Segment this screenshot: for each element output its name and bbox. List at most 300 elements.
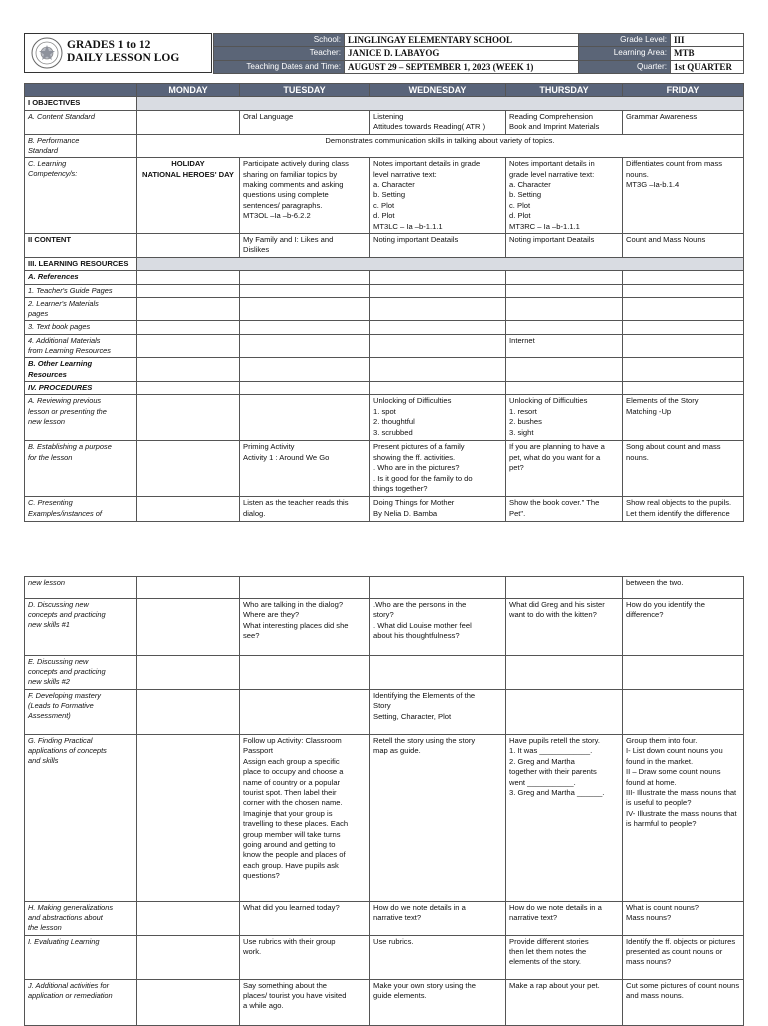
cell-line: presented as count nouns or [626, 947, 723, 957]
performance-standard-row [25, 134, 744, 157]
cell: Internet [506, 334, 623, 357]
empty-cell [137, 441, 240, 497]
cell-line: difference? [626, 610, 664, 620]
competency-row [25, 158, 744, 234]
empty-cell [137, 690, 240, 735]
cell-line: (Leads to Formative [28, 701, 94, 711]
cell-line: MT3OL –Ia –b-6.2.2 [243, 211, 311, 221]
cell-line: C. Learning [28, 159, 67, 169]
cell-line: 2. bushes [509, 417, 542, 427]
cell-line: .Who are the persons in the [373, 600, 467, 609]
generalization-row [25, 902, 744, 936]
cell [370, 111, 506, 135]
cell [370, 395, 506, 441]
cell: Count and Mass Nouns [623, 234, 744, 258]
cell-line: F. Developing mastery [28, 691, 101, 700]
holiday-cell [137, 158, 240, 234]
empty-cell [506, 690, 623, 735]
info-table [213, 33, 744, 74]
evaluating-row [25, 935, 744, 979]
cell [506, 935, 623, 979]
cell-line: IV- Illustrate the mass nouns that [626, 808, 737, 818]
other-resources-label [25, 358, 137, 382]
grade-label: Grade Level: [579, 34, 671, 47]
cell-line: the lesson [28, 923, 62, 933]
empty-cell [137, 497, 240, 522]
empty-cell [137, 577, 240, 599]
cell: between the two. [623, 577, 744, 599]
cell [240, 441, 370, 497]
empty-cell [240, 656, 370, 690]
empty-cell [370, 321, 506, 334]
cell-line: How do we note details in a [373, 903, 466, 912]
cell-line: went ___________. [509, 777, 576, 787]
cell-line: story? [373, 610, 394, 620]
cell-line: Diffentiates count from mass [626, 159, 723, 169]
cell-line: Dislikes [243, 245, 270, 255]
cell-line: and mass nouns. [626, 991, 684, 1001]
empty-cell [623, 321, 744, 334]
cell [506, 441, 623, 497]
cell-line: for the lesson [28, 452, 73, 462]
cell-line: Priming Activity [243, 442, 295, 452]
empty-cell [240, 690, 370, 735]
cell-line: corner with the chosen name. [243, 798, 343, 808]
cell-line: group member will take turns [243, 829, 341, 839]
cell-line: level narrative text: [373, 169, 437, 179]
cell-line: 1. It was ____________. [509, 746, 593, 756]
cell [506, 902, 623, 936]
cell [240, 234, 370, 258]
cell-line: d. Plot [509, 211, 531, 221]
cell-line: D. Discussing new [28, 600, 89, 609]
cell-line: mass nouns? [626, 957, 672, 967]
cell-line: places/ tourist you have visited [243, 991, 347, 1001]
cell-line: want to do with the kitten? [509, 610, 597, 620]
cell-line: What did Greg and his sister [509, 600, 605, 609]
cell [623, 902, 744, 936]
empty-cell [370, 577, 506, 599]
cell-line: Notes important details in [509, 159, 595, 169]
cell-line: concepts and practicing [28, 667, 106, 677]
additional-row [25, 979, 744, 1025]
cell: Oral Language [240, 111, 370, 135]
cell-line: Assessment) [28, 711, 71, 721]
discussing2-label [25, 656, 137, 690]
cell-line: Cut some pictures of count nouns [626, 980, 740, 990]
deped-seal-icon [31, 37, 63, 69]
cell: What did you learned today? [240, 902, 370, 936]
empty-cell [137, 979, 240, 1025]
cell-line: Where are they? [243, 610, 300, 620]
empty-cell [506, 656, 623, 690]
cell-line: and abstractions about [28, 913, 103, 923]
cell: Noting important Deatails [506, 234, 623, 258]
resources-label: III. LEARNING RESOURCES [25, 258, 137, 271]
cell-line: name of country or a popular [243, 777, 341, 787]
cell-line: B. Establishing a purpose [28, 442, 112, 452]
cell-line: together with their parents [509, 767, 597, 777]
cell-line: Listening [373, 112, 404, 121]
cell-line: NATIONAL HEROES' DAY [142, 169, 234, 179]
cell-line: Book and Imprint Materials [509, 122, 600, 132]
cell-line: J. Additional activities for [28, 980, 110, 990]
school-value: LINGLINGAY ELEMENTARY SCHOOL [345, 34, 579, 47]
cell-line: Notes important details in grade [373, 159, 481, 169]
empty-cell [137, 321, 240, 334]
cell-line: . Who are in the pictures? [373, 463, 460, 473]
empty-cell [370, 271, 506, 284]
cell-line: b. Setting [509, 190, 542, 200]
cell-line: Who are talking in the dialog? [243, 600, 344, 609]
objectives-fill [137, 97, 744, 111]
cell [506, 158, 623, 234]
mastery-row [25, 690, 744, 735]
cell-line: know the people and places of [243, 850, 346, 860]
empty-cell [506, 358, 623, 382]
cell-line: is useful to people? [626, 798, 692, 808]
empty-cell [137, 381, 240, 394]
cell [506, 735, 623, 902]
cell: Use rubrics. [370, 935, 506, 979]
cell-line: things together? [373, 483, 428, 493]
empty-cell [137, 935, 240, 979]
area-label: Learning Area: [579, 47, 671, 60]
cell-line: questions using complete [243, 190, 329, 200]
discussing2-row [25, 656, 744, 690]
cell-line: each group. Have pupils ask [243, 860, 339, 870]
cell-line: Retell the story using the story [373, 736, 476, 745]
cell [370, 690, 506, 735]
other-resources-row [25, 358, 744, 382]
teacher-value: JANICE D. LABAYOG [345, 47, 579, 60]
cell: Grammar Awareness [623, 111, 744, 135]
cell [623, 158, 744, 234]
cell-line: Use rubrics with their group [243, 936, 336, 946]
cell-line: Matching -Up [626, 406, 672, 416]
performance-standard-label [25, 134, 137, 157]
cell-line: nouns. [626, 169, 649, 179]
dates-value: AUGUST 29 – SEPTEMBER 1, 2023 (WEEK 1) [345, 60, 579, 73]
empty-cell [506, 321, 623, 334]
content-label: II CONTENT [25, 234, 137, 258]
mastery-label [25, 690, 137, 735]
cell-line: 1. resort [509, 406, 537, 416]
day-friday: FRIDAY [623, 84, 744, 97]
cell-line: b. Setting [373, 190, 406, 200]
add-materials-label [25, 334, 137, 357]
empty-cell [240, 271, 370, 284]
cell-line: Pet". [509, 508, 526, 518]
cell-line: going around and getting to [243, 840, 336, 850]
cell-line: narrative text? [509, 913, 558, 923]
cell [506, 599, 623, 656]
discussing1-row [25, 599, 744, 656]
cell-line: 1. spot [373, 406, 396, 416]
cell [370, 441, 506, 497]
empty-cell [240, 334, 370, 357]
cell-line: tourist spot. Then label their [243, 788, 337, 798]
empty-cell [240, 321, 370, 334]
cell-line: Say something about the [243, 980, 328, 990]
cell [370, 735, 506, 902]
teacher-label: Teacher: [214, 47, 345, 60]
cell-line: What interesting places did she [243, 620, 349, 630]
empty-cell [240, 298, 370, 321]
objectives-row [25, 97, 744, 111]
practical-row [25, 735, 744, 902]
cell-line: . Is it good for the family to do [373, 473, 473, 483]
cell-line: By Nelia D. Bamba [373, 508, 438, 518]
empty-cell [623, 298, 744, 321]
cell-line: 2. Learner's Materials [28, 299, 99, 309]
cell [240, 158, 370, 234]
cell: Noting important Deatails [370, 234, 506, 258]
lesson-table-top [24, 83, 744, 522]
cell-line: Resources [28, 369, 67, 379]
lesson-log-header [24, 33, 743, 73]
content-standard-row [25, 111, 744, 135]
cell-line: then let them notes the [509, 947, 587, 957]
presenting-row [25, 497, 744, 522]
cell [370, 599, 506, 656]
cell-line: new skills #2 [28, 677, 70, 687]
tb-pages-row [25, 321, 744, 334]
tb-pages-label: 3. Text book pages [25, 321, 137, 334]
cell-line: making comments and asking [243, 180, 344, 190]
cell-line: d. Plot [373, 211, 395, 221]
cell-line: from Learning Resources [28, 345, 111, 355]
cell-line: III- Illustrate the mass nouns that [626, 788, 737, 798]
cell [623, 497, 744, 522]
cell-line: narrative text? [373, 913, 422, 923]
cell-line: Examples/instances of [28, 508, 102, 518]
cell-line: How do you identify the [626, 600, 705, 609]
day-monday: MONDAY [137, 84, 240, 97]
cell [370, 497, 506, 522]
empty-cell [506, 381, 623, 394]
lm-pages-row [25, 298, 744, 321]
cell [240, 979, 370, 1025]
empty-cell [623, 271, 744, 284]
cell-line: guide elements. [373, 991, 427, 1001]
cell-line: Doing Things for Mother [373, 498, 455, 508]
cell-line: 3. scrubbed [373, 427, 413, 437]
quarter-value: 1st QUARTER [671, 60, 744, 73]
empty-cell [370, 381, 506, 394]
cell-line: H. Making generalizations [28, 903, 114, 912]
empty-cell [137, 298, 240, 321]
cell-line: How do we note details in a [509, 903, 602, 912]
cell-line: pet? [509, 463, 524, 473]
cell-line: travelling to these places. Each [243, 819, 349, 829]
log-title [67, 39, 179, 65]
cell-line: a while ago. [243, 1001, 284, 1011]
quarter-label: Quarter: [579, 60, 671, 73]
cell-line: found in the market. [626, 756, 694, 766]
cell-line: Participate actively during class [243, 159, 349, 169]
cell-line: What is count nouns? [626, 903, 700, 912]
cell [240, 599, 370, 656]
cell-line: sentences/ paragraphs. [243, 200, 323, 210]
day-thursday: THURSDAY [506, 84, 623, 97]
cell-line: Standard [28, 146, 58, 156]
corner-cell [25, 84, 137, 97]
cell-line: II – Draw some count nouns [626, 767, 721, 777]
empty-cell [370, 656, 506, 690]
empty-cell [240, 381, 370, 394]
cell [623, 935, 744, 979]
cell [623, 735, 744, 902]
cell-line: Reading Comprehension [509, 112, 594, 121]
cell-line: Identifying the Elements of the [373, 691, 476, 700]
cell [623, 441, 744, 497]
cell-line: MT3LC – Ia –b-1.1.1 [373, 221, 443, 231]
dates-label: Teaching Dates and Time: [214, 60, 345, 73]
cell-line: B. Performance [28, 135, 80, 145]
resources-fill [137, 258, 744, 271]
empty-cell [137, 271, 240, 284]
cell [623, 979, 744, 1025]
cell-line: Have pupils retell the story. [509, 736, 601, 745]
cell-line: place to occupy and choose a [243, 767, 344, 777]
cell-line: elements of the story. [509, 957, 582, 967]
cell-line: questions? [243, 871, 280, 881]
empty-cell [623, 284, 744, 297]
cell-line: Show the book cover." The [509, 498, 600, 508]
day-tuesday: TUESDAY [240, 84, 370, 97]
purpose-label [25, 441, 137, 497]
cell-line: pet, what do you want for a [509, 452, 601, 462]
empty-cell [370, 284, 506, 297]
cell-line: . What did Louise mother feel [373, 620, 472, 630]
cell-line: E. Discussing new [28, 657, 89, 666]
cell [240, 735, 370, 902]
cell-line: lesson or presenting the [28, 406, 107, 416]
tg-pages-row [25, 284, 744, 297]
cell-line: c. Plot [509, 200, 531, 210]
cell [506, 111, 623, 135]
cell: Make a rap about your pet. [506, 979, 623, 1025]
empty-cell [370, 334, 506, 357]
cell-line: Unlocking of Difficulties [509, 396, 588, 406]
title-line-2: DAILY LESSON LOG [67, 52, 180, 64]
additional-label [25, 979, 137, 1025]
review-label [25, 395, 137, 441]
cell-line: pages [28, 309, 49, 319]
school-label: School: [214, 34, 345, 47]
empty-cell [240, 358, 370, 382]
cell-line: Setting, Character, Plot [373, 711, 452, 721]
cell-line: Listen as the teacher reads this [243, 498, 349, 508]
cell-line: MT3RC – Ia –b-1.1.1 [509, 221, 580, 231]
lm-pages-label [25, 298, 137, 321]
cell-line: Competency/s: [28, 169, 78, 179]
day-wednesday: WEDNESDAY [370, 84, 506, 97]
cell-line: about his thoughtfulness? [373, 631, 460, 641]
cell-line: and skills [28, 756, 59, 766]
cell-line: Assign each group a specific [243, 756, 340, 766]
cell [137, 234, 240, 258]
empty-cell [240, 577, 370, 599]
cell-line: Story [373, 701, 391, 711]
cell-line: 2. thoughtful [373, 417, 415, 427]
empty-cell [623, 381, 744, 394]
empty-cell [506, 298, 623, 321]
cell-line: 3. Greg and Martha ______. [509, 788, 605, 798]
cell-line: G. Finding Practical [28, 736, 93, 745]
cell [370, 158, 506, 234]
references-row [25, 271, 744, 284]
cell-line: Song about count and mass [626, 442, 721, 452]
cell-line: Passport [243, 746, 273, 756]
empty-cell [137, 599, 240, 656]
cell-line: c. Plot [373, 200, 395, 210]
cell-line: Let them identify the difference [626, 508, 730, 518]
content-standard-label: A. Content Standard [25, 111, 137, 135]
resources-row [25, 258, 744, 271]
competency-label [25, 158, 137, 234]
add-materials-row [25, 334, 744, 357]
empty-cell [137, 735, 240, 902]
cell-line: My Family and I: Likes and [243, 235, 334, 245]
cell [240, 935, 370, 979]
cell-line: new skills #1 [28, 620, 70, 630]
empty-cell [137, 395, 240, 441]
cell [623, 395, 744, 441]
generalization-label [25, 902, 137, 936]
cell [506, 395, 623, 441]
cell-line: concepts and practicing [28, 610, 106, 620]
newlesson-row [25, 577, 744, 599]
cell-line: application or remediation [28, 990, 113, 1000]
cell-line: C. Presenting [28, 498, 73, 508]
lesson-table-bottom [24, 576, 744, 1026]
tg-pages-label: 1. Teacher's Guide Pages [25, 284, 137, 297]
area-value: MTB [671, 47, 744, 60]
empty-cell [506, 271, 623, 284]
cell-line: A. Reviewing previous [28, 396, 102, 406]
cell-line: 3. sight [509, 427, 534, 437]
empty-cell [137, 284, 240, 297]
cell-line: applications of concepts [28, 746, 107, 756]
cell-line: Provide different stories [509, 936, 589, 946]
empty-cell [137, 334, 240, 357]
cell [506, 497, 623, 522]
review-row [25, 395, 744, 441]
empty-cell [370, 298, 506, 321]
cell-line: is harmful to people? [626, 819, 697, 829]
cell-line: dialog. [243, 508, 266, 518]
cell [137, 111, 240, 135]
cell [370, 902, 506, 936]
day-header-row [25, 84, 744, 97]
cell [623, 599, 744, 656]
empty-cell [623, 358, 744, 382]
references-label: A. References [25, 271, 137, 284]
grade-value: III [671, 34, 744, 47]
objectives-label: I OBJECTIVES [25, 97, 137, 111]
cell-line: B. Other Learning [28, 359, 93, 369]
cell-line: a. Character [373, 180, 415, 190]
cell-line: Activity 1 : Around We Go [243, 452, 330, 462]
cell-line: grade level narrative text: [509, 169, 595, 179]
cell-line: Unlocking of Difficulties [373, 396, 452, 406]
cell [240, 497, 370, 522]
empty-cell [506, 577, 623, 599]
cell-line: 2. Greg and Martha [509, 756, 575, 766]
cell-line: MT3G –Ia-b.1.4 [626, 180, 680, 190]
